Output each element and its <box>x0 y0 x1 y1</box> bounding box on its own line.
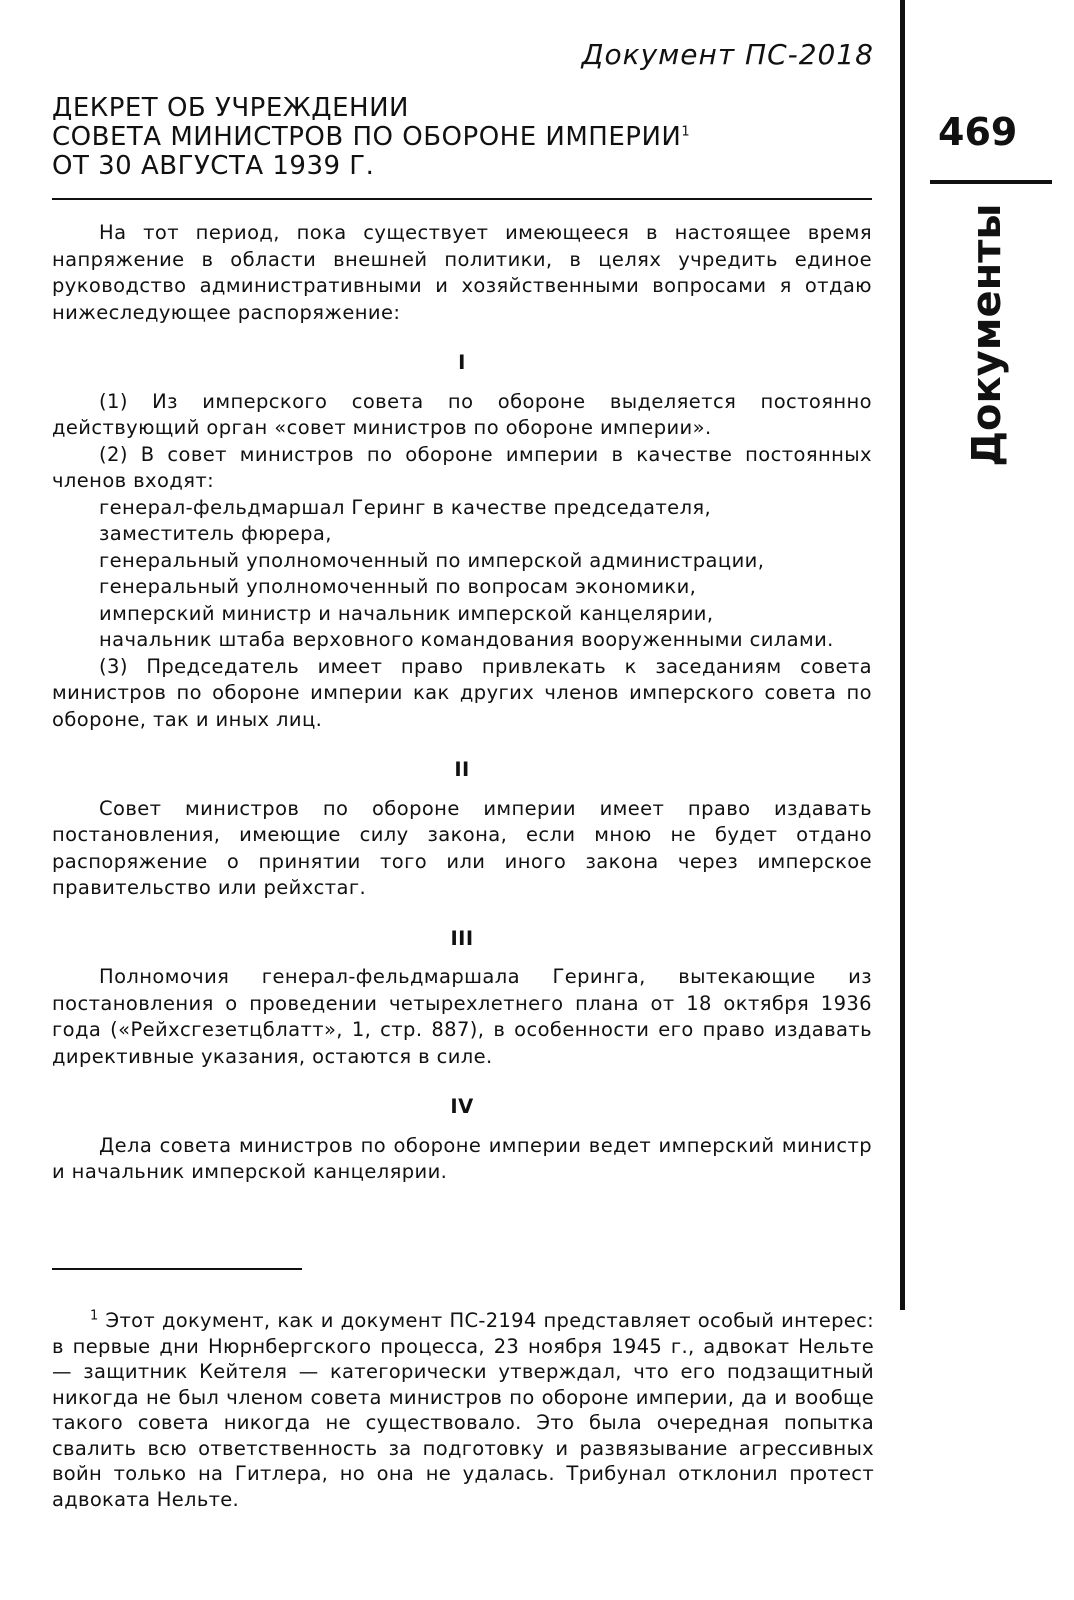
margin-vertical-rule <box>900 0 905 1310</box>
margin-horizontal-rule <box>930 180 1052 184</box>
clause-1-2: (2) В совет министров по обороне империи в качестве постоянных членов входят: <box>52 442 872 492</box>
title-line-2-text: СОВЕТА МИНИСТРОВ ПО ОБОРОНЕ ИМПЕРИИ <box>52 122 682 152</box>
section-heading-4: IV <box>450 1095 474 1118</box>
section-heading-1: I <box>458 351 466 374</box>
section-4-text: Дела совета министров по обороне империи ведет имперский министр и начальник имперской канцелярии. <box>52 1133 872 1183</box>
member-item: имперский министр и начальник имперской канцелярии, <box>99 601 714 625</box>
section-heading-2: II <box>454 758 470 781</box>
member-item: генеральный уполномоченный по имперской администрации, <box>99 548 765 572</box>
member-item: генеральный уполномоченный по вопросам экономики, <box>99 575 697 598</box>
footnote-text: Этот документ, как и документ ПС-2194 представляет особый интерес: в первые дни Нюрнбергского процесса, 23 ноября 1945 г., адвокат Нельте — защитник Кейтеля — категорически утверждал, что его подзащитный никогда не был членом совета министров по обороне империи, да и вообще такого совета никогда не существовало. Это была очередная попытка свалить всю ответственность за подготовку и развязывание агрессивных войн только на Гитлера, но она не удалась. Трибунал отклонил протест адвоката Нельте. <box>52 1309 874 1511</box>
clause-1-1: (1) Из имперского совета по обороне выделяется постоянно действующий орган «совет министров по обороне империи». <box>52 389 872 439</box>
title-line-2 <box>52 123 852 152</box>
footnote-number: 1 <box>90 1308 99 1324</box>
title-line-3: ОТ 30 АВГУСТА 1939 Г. <box>52 151 375 181</box>
title-footnote-mark[interactable]: 1 <box>681 124 691 140</box>
title-divider <box>52 198 872 200</box>
member-item: заместитель фюрера, <box>99 522 332 545</box>
title-line-1: ДЕКРЕТ ОБ УЧРЕЖДЕНИИ <box>52 93 409 123</box>
section-heading-3: III <box>450 926 474 950</box>
footnote-divider <box>52 1268 302 1270</box>
page-number: 469 <box>938 110 1018 154</box>
section-2-text: Совет министров по обороне империи имеет право издавать постановления, имеющие силу закона, если мною не будет отдано распоряжение о принятии того или иного закона через имперское правительство или рейхстаг. <box>52 796 872 899</box>
section-side-label: Документы <box>964 203 1010 467</box>
section-3-text: Полномочия генерал-фельдмаршала Геринга, вытекающие из постановления о проведении четырехлетнего плана от 18 октября 1936 года («Рейхсгезетцблатт», 1, стр. 887), в особенности его право издавать директивные указания, остаются в силе. <box>52 965 872 1068</box>
footnote <box>52 1308 874 1512</box>
member-item: генерал-фельдмаршал Геринг в качестве председателя, <box>99 495 712 519</box>
member-item: начальник штаба верховного командования вооруженными силами. <box>99 628 834 651</box>
clause-1-3: (3) Председатель имеет право привлекать к заседаниям совета министров по обороне империи как других членов имперского совета по обороне, так и иных лиц. <box>52 654 872 731</box>
document-body <box>52 220 872 1186</box>
page-title <box>52 94 852 181</box>
preamble: На тот период, пока существует имеющееся в настоящее время напряжение в области внешней политики, в целях учредить единое руководство административными и хозяйственными вопросами я отдаю нижеследующее распоряжение: <box>52 221 872 324</box>
document-id: Документ ПС-2018 <box>581 38 874 71</box>
